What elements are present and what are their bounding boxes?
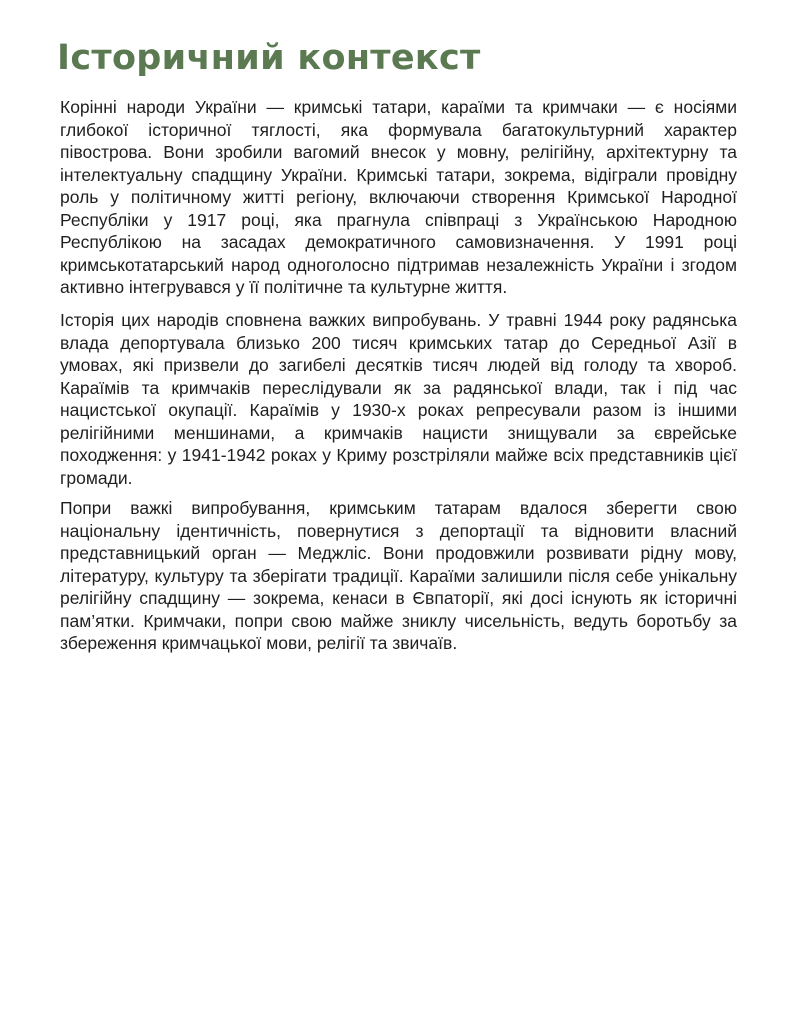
page-title: Історичний контекст [57,38,481,78]
paragraph-preservation: Попри важкі випробування, кримським татарам вдалося зберегти свою національну ідентичність, повернутися з депортації та відновити власний представницький орган — Меджліс. Вони продовжили розвивати рідну мову, літературу, культуру та зберігати традиції. Караїми залишили після себе унікальну релігійну спадщину — зокрема, кенаси в Євпаторії, які досі існують як історичні пам’ятки. Кримчаки, попри свою майже зниклу чисельність, ведуть боротьбу за збереження кримчацької мови, релігії та звичаїв. [60,498,737,653]
paragraph-indigenous-peoples: Корінні народи України — кримські татари, караїми та кримчаки — є носіями глибокої історичної тяглості, яка формувала багатокультурний характер півострова. Вони зробили вагомий внесок у мовну, релігійну, архітектурну та інтелектуальну спадщину України. Кримські татари, зокрема, відіграли провідну роль у політичному житті регіону, включаючи створення Кримської Народної Республіки у 1917 році, яка прагнула співпраці з Українською Народною Республікою на засадах демократичного самовизначення. У 1991 році кримськотатарський народ одноголосно підтримав незалежність України і згодом активно інтегрувався у її політичне та культурне життя. [60,97,737,297]
paragraph-hardships: Історія цих народів сповнена важких випробувань. У травні 1944 року радянська влада депортувала близько 200 тисяч кримських татар до Середньої Азії в умовах, які призвели до загибелі десятків тисяч людей від голоду та хвороб. Караїмів та кримчаків переслідували як за радянської влади, так і під час нацистської окупації. Караїмів у 1930-х роках репресували разом із іншими релігійними меншинами, а кримчаків нацисти знищували за єврейське походження: у 1941-1942 роках у Криму розстріляли майже всіх представників цієї громади. [60,310,737,488]
